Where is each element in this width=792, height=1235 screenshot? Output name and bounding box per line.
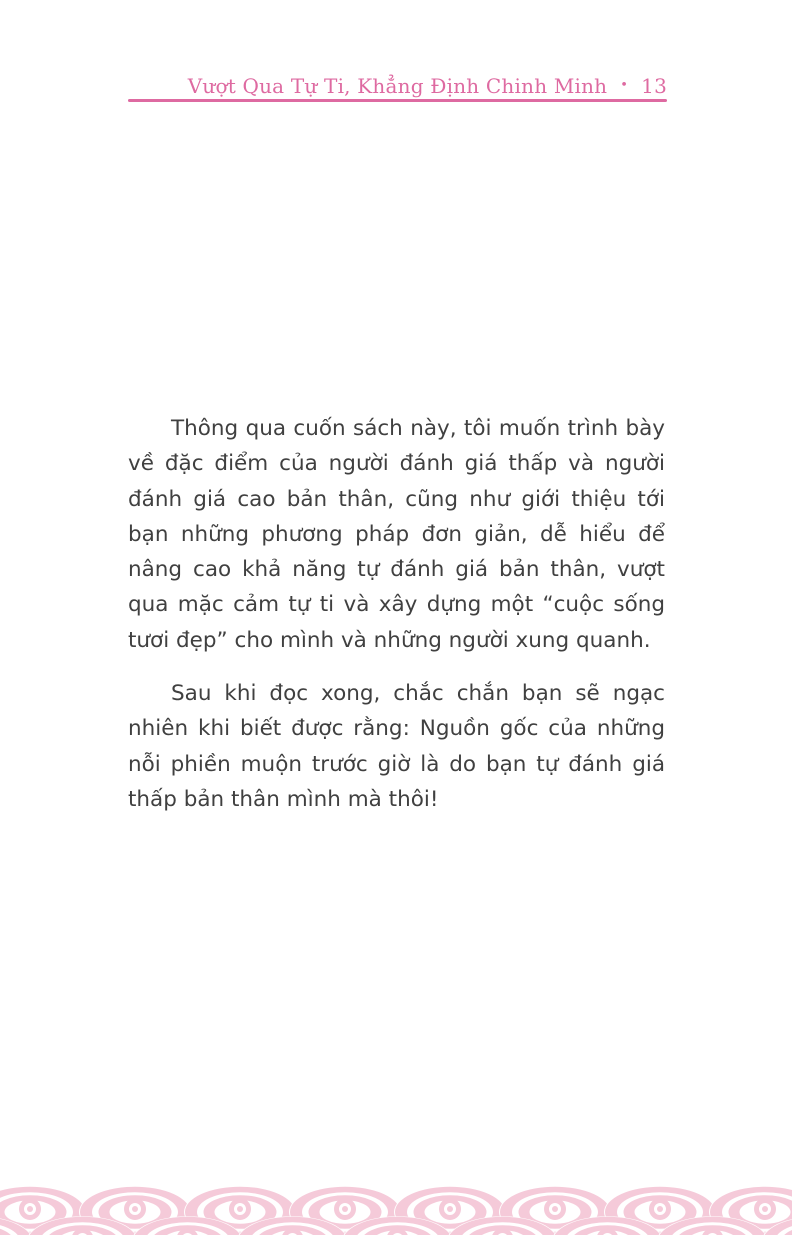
paragraph: Thông qua cuốn sách này, tôi muốn trình bày về đặc điểm của người đánh giá thấp và người đánh giá cao bản thân, cũng như giới thiệu tới bạn những phương pháp đơn giản, dễ hiểu để nâng cao khả năng tự đánh giá bản thân, vượt qua mặc cảm tự ti và xây dựng một “cuộc sống tươi đẹp” cho mình và những người xung quanh.: [128, 416, 665, 653]
bullet-separator-icon: •: [620, 78, 629, 93]
page-number: 13: [641, 74, 667, 98]
running-title: Vượt Qua Tự Ti, Khẳng Định Chinh Minh: [187, 74, 608, 98]
seigaiha-pattern-svg: [0, 1178, 792, 1235]
paragraph: Sau khi đọc xong, chắc chắn bạn sẽ ngạc nhiên khi biết được rằng: Nguồn gốc của những nỗi phiền muộn trước giờ là do bạn tự đánh giá thấp bản thân mình mà thôi!: [128, 681, 665, 812]
page-body: [128, 411, 665, 817]
header-rule-divider: [128, 99, 667, 102]
seigaiha-wave-decoration: [0, 1178, 792, 1235]
running-head: [128, 74, 667, 98]
